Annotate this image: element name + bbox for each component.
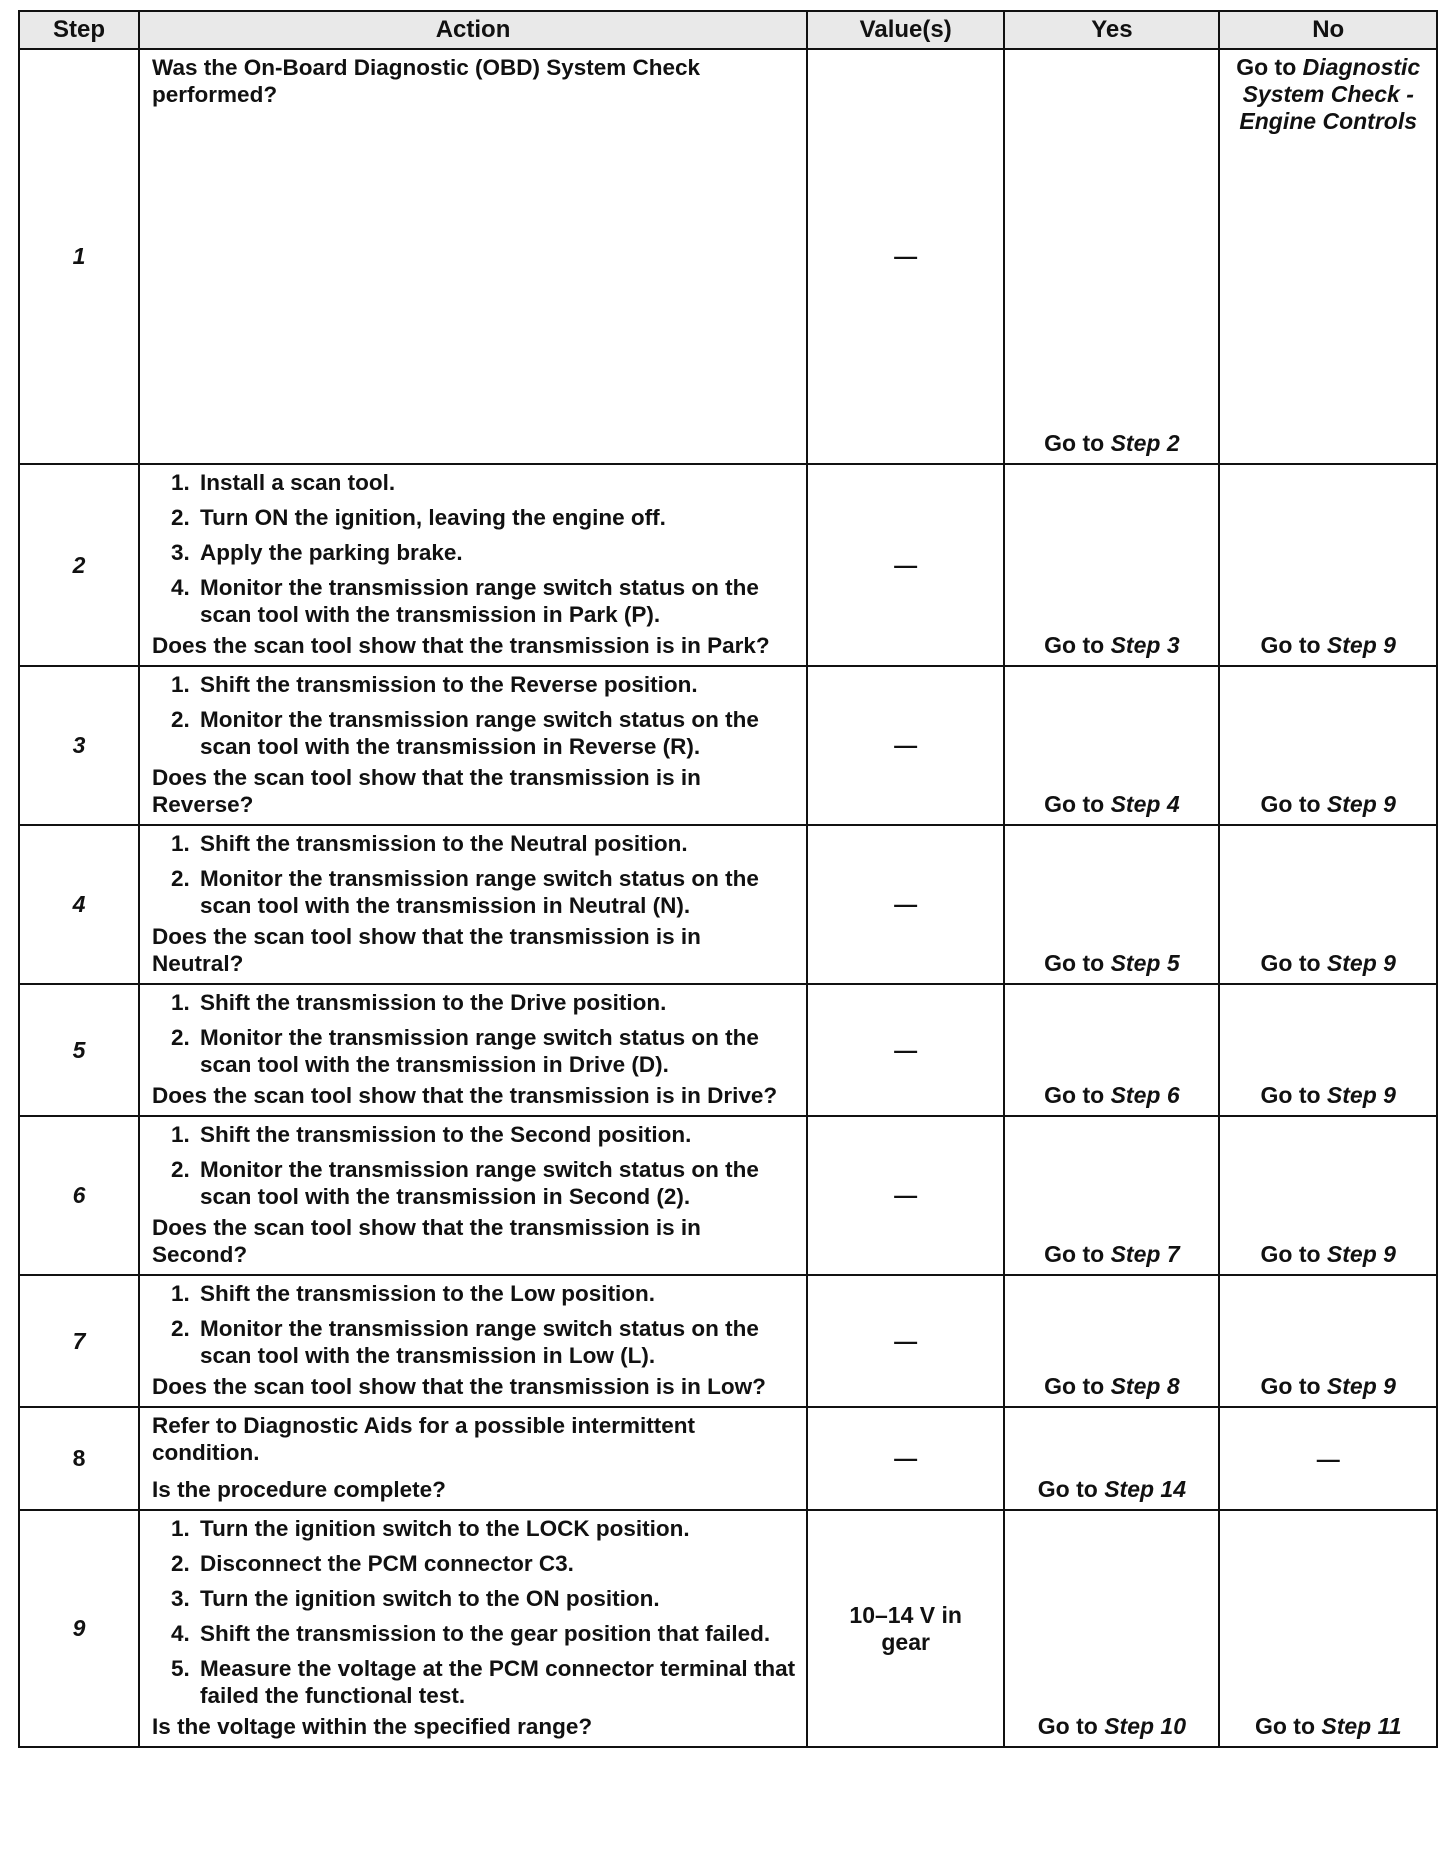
action-cell [139,1275,807,1407]
value-cell: — [807,1116,1004,1275]
action-cell [139,984,807,1116]
yes-target: Step 10 [1104,1713,1187,1739]
yes-target: Step 14 [1104,1476,1187,1502]
action-item: 3. Turn the ignition switch to the ON position. [196,1585,796,1612]
action-item: 2. Monitor the transmission range switch status on the scan tool with the transmission in Drive (D). [196,1024,796,1078]
action-item: 5. Measure the voltage at the PCM connector terminal that failed the functional test. [196,1655,796,1709]
action-list [152,1280,796,1369]
yes-cell [1004,1510,1219,1747]
no-cell [1219,464,1437,666]
step-number: 5 [19,984,139,1116]
action-question: Does the scan tool show that the transmission is in Park? [152,633,770,658]
no-cell [1219,984,1437,1116]
yes-cell [1004,1116,1219,1275]
yes-target: Step 5 [1110,950,1180,976]
action-item: 2. Disconnect the PCM connector C3. [196,1550,796,1577]
action-item: 2. Monitor the transmission range switch status on the scan tool with the transmission in Second (2). [196,1156,796,1210]
step-number: 8 [19,1407,139,1510]
goto-prefix: Go to [1260,791,1321,817]
yes-cell [1004,984,1219,1116]
action-item: 1. Shift the transmission to the Low position. [196,1280,796,1307]
no-target: Step 9 [1326,1373,1396,1399]
table-row [19,666,1437,825]
value-cell: — [807,984,1004,1116]
action-item: 2. Monitor the transmission range switch status on the scan tool with the transmission in Neutral (N). [196,865,796,919]
goto-prefix: Go to [1260,1241,1321,1267]
table-row [19,49,1437,464]
table-row [19,1116,1437,1275]
step-number: 1 [19,49,139,464]
action-cell [139,1510,807,1747]
action-question: Does the scan tool show that the transmission is in Second? [152,1215,701,1267]
goto-prefix: Go to [1260,1082,1321,1108]
no-cell [1219,1275,1437,1407]
value-cell: — [807,1275,1004,1407]
action-question: Is the voltage within the specified range? [152,1714,593,1739]
yes-cell [1004,1275,1219,1407]
action-item: 1. Install a scan tool. [196,469,796,496]
diagnostic-table [18,10,1438,1748]
voltage-spec: 10–14 V in gear [849,1601,962,1655]
goto-prefix: Go to [1037,1713,1098,1739]
action-item: 3. Apply the parking brake. [196,539,796,566]
goto-prefix: Go to [1236,54,1297,80]
header-action: Action [139,11,807,49]
goto-prefix: Go to [1044,791,1105,817]
action-item: 1. Shift the transmission to the Drive position. [196,989,796,1016]
yes-target: Step 7 [1110,1241,1180,1267]
no-target: Step 9 [1326,1082,1396,1108]
no-target: Step 9 [1326,1241,1396,1267]
action-cell [139,464,807,666]
yes-cell [1004,825,1219,984]
action-list [152,671,796,760]
action-item: 1. Shift the transmission to the Reverse position. [196,671,796,698]
step-number: 2 [19,464,139,666]
table-row [19,464,1437,666]
action-cell [139,1116,807,1275]
action-cell [139,1407,807,1510]
action-list [152,1121,796,1210]
yes-target: Step 8 [1110,1373,1180,1399]
value-cell: — [807,1407,1004,1510]
no-target: Step 9 [1326,791,1396,817]
no-cell [1219,49,1437,464]
no-target: Diagnostic System Check - Engine Controls [1239,54,1421,134]
value-cell: — [807,49,1004,464]
action-item: 2. Monitor the transmission range switch status on the scan tool with the transmission in Low (L). [196,1315,796,1369]
action-item: 4. Shift the transmission to the gear position that failed. [196,1620,796,1647]
goto-prefix: Go to [1254,1713,1315,1739]
header-no: No [1219,11,1437,49]
yes-target: Step 6 [1110,1082,1180,1108]
action-cell [139,49,807,464]
action-item: 1. Shift the transmission to the Second position. [196,1121,796,1148]
action-question: Does the scan tool show that the transmission is in Reverse? [152,765,701,817]
table-row [19,1510,1437,1747]
header-step: Step [19,11,139,49]
no-cell [1219,1510,1437,1747]
action-cell [139,666,807,825]
yes-cell [1004,666,1219,825]
yes-target: Step 2 [1110,430,1180,456]
table-row [19,984,1437,1116]
action-question: Does the scan tool show that the transmission is in Low? [152,1374,766,1399]
action-item: 1. Turn the ignition switch to the LOCK position. [196,1515,796,1542]
yes-target: Step 3 [1110,632,1180,658]
yes-cell [1004,464,1219,666]
goto-prefix: Go to [1044,950,1105,976]
action-item: 2. Monitor the transmission range switch status on the scan tool with the transmission in Reverse (R). [196,706,796,760]
step-number: 4 [19,825,139,984]
no-cell: — [1219,1407,1437,1510]
action-list [152,1515,796,1709]
step-number: 3 [19,666,139,825]
goto-prefix: Go to [1044,1241,1105,1267]
header-row [19,11,1437,49]
step-number: 9 [19,1510,139,1747]
action-question: Does the scan tool show that the transmission is in Neutral? [152,924,701,976]
value-cell: — [807,464,1004,666]
goto-prefix: Go to [1044,1082,1105,1108]
no-target: Step 9 [1326,950,1396,976]
action-question: Is the procedure complete? [152,1477,446,1502]
header-yes: Yes [1004,11,1219,49]
goto-prefix: Go to [1260,632,1321,658]
action-list [152,989,796,1078]
value-cell [807,1510,1004,1747]
goto-prefix: Go to [1044,1373,1105,1399]
no-target: Step 9 [1326,632,1396,658]
action-item: 1. Shift the transmission to the Neutral position. [196,830,796,857]
action-intro: Refer to Diagnostic Aids for a possible intermittent condition. [152,1413,696,1465]
no-cell [1219,666,1437,825]
goto-prefix: Go to [1044,632,1105,658]
step-number: 7 [19,1275,139,1407]
action-item: 2. Turn ON the ignition, leaving the engine off. [196,504,796,531]
action-list [152,469,796,628]
goto-prefix: Go to [1037,1476,1098,1502]
yes-cell [1004,1407,1219,1510]
no-target: Step 11 [1321,1713,1402,1739]
yes-target: Step 4 [1110,791,1180,817]
action-item: 4. Monitor the transmission range switch status on the scan tool with the transmission in Park (P). [196,574,796,628]
table-row [19,825,1437,984]
step-number: 6 [19,1116,139,1275]
no-cell [1219,825,1437,984]
header-value: Value(s) [807,11,1004,49]
action-intro: Was the On-Board Diagnostic (OBD) System Check performed? [152,55,701,107]
goto-prefix: Go to [1044,430,1105,456]
action-list [152,830,796,919]
table-row [19,1275,1437,1407]
goto-prefix: Go to [1260,950,1321,976]
no-cell [1219,1116,1437,1275]
action-question: Does the scan tool show that the transmission is in Drive? [152,1083,778,1108]
value-cell: — [807,666,1004,825]
value-cell: — [807,825,1004,984]
yes-cell [1004,49,1219,464]
goto-prefix: Go to [1260,1373,1321,1399]
table-row [19,1407,1437,1510]
action-cell [139,825,807,984]
